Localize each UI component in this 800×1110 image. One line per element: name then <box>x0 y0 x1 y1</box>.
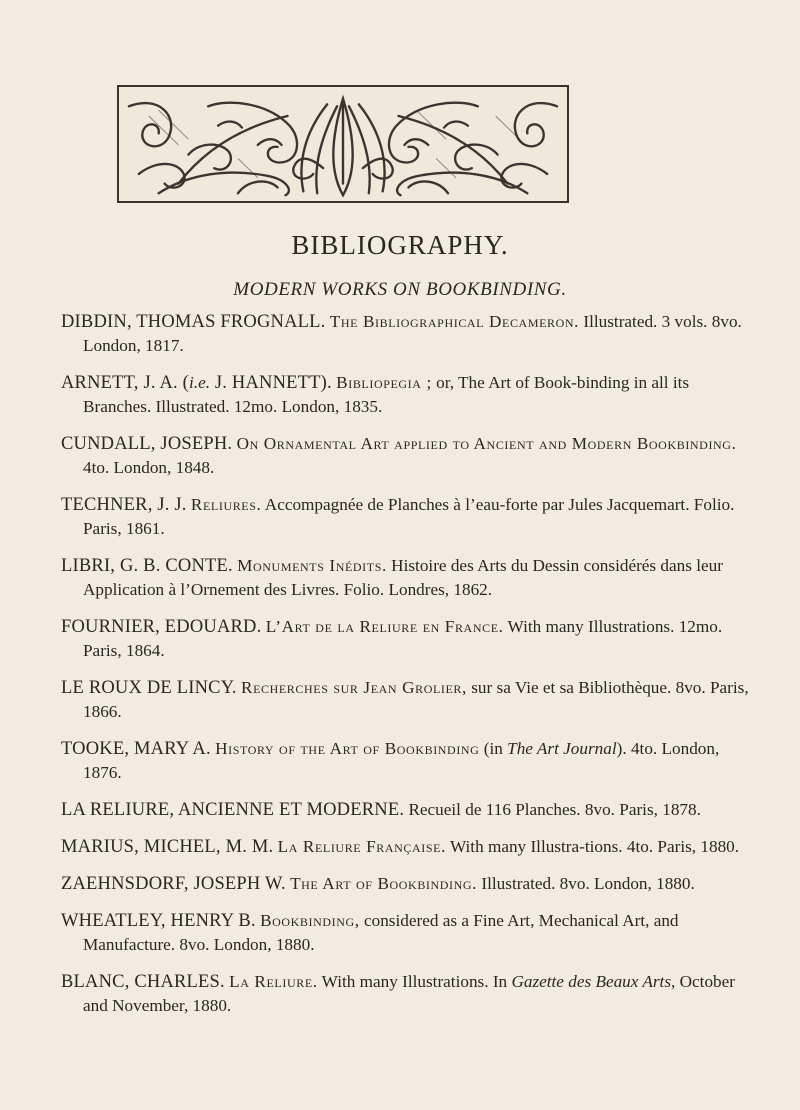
entry-journal: The Art Journal <box>507 739 617 758</box>
entry-author: LE ROUX DE LINCY. <box>61 678 237 698</box>
entry-details: With many Illustrations. 12mo. Paris, 1864. <box>83 617 723 660</box>
entry-journal: Gazette des Beaux Arts <box>511 972 672 991</box>
entry-author: MARIUS, MICHEL, M. M. <box>61 837 274 857</box>
bibliography-entry <box>61 310 751 358</box>
entry-title: L’Art de la Reliure en France. <box>265 617 504 636</box>
bibliography-entry <box>61 835 751 859</box>
entry-details-prefix: (in <box>483 739 508 758</box>
bibliography-entry <box>61 970 751 1018</box>
ornament-drawing <box>119 87 567 201</box>
entry-author: ARNETT, J. A. <box>61 373 178 393</box>
bibliography-entry <box>61 371 751 419</box>
entry-details: sur sa Vie et sa Bibliothèque. 8vo. Paris, 1866. <box>83 678 749 721</box>
entry-author: ZAEHNSDORF, JOSEPH W. <box>61 874 286 894</box>
entry-details-prefix: With many Illustrations. In <box>321 972 512 991</box>
entry-title: Bibliopegia ; <box>336 373 432 392</box>
bibliography-entry <box>61 676 751 724</box>
bibliography-entry <box>61 798 751 822</box>
entry-details: Histoire des Arts du Dessin considérés dans leur Application à l’Ornement des Livres. Folio. Londres, 1862. <box>83 556 723 599</box>
entry-author: WHEATLEY, HENRY B. <box>61 911 256 931</box>
bibliography-list <box>61 310 751 1031</box>
entry-title: Reliures. <box>190 495 262 514</box>
entry-title: The Bibliographical Decameron. <box>329 312 580 331</box>
entry-author: TECHNER, J. J. <box>61 495 187 515</box>
entry-author: CUNDALL, JOSEPH. <box>61 434 233 454</box>
entry-author: BLANC, CHARLES. <box>61 972 225 992</box>
entry-title: The Art of Bookbinding. <box>290 874 478 893</box>
bibliography-entry <box>61 737 751 785</box>
entry-details: , October and November, 1880. <box>83 972 735 1015</box>
entry-title: On Ornamental Art applied to Ancient and Modern Bookbinding. <box>236 434 737 453</box>
entry-author: FOURNIER, EDOUARD. <box>61 617 262 637</box>
entry-author: LA RELIURE, ANCIENNE ET MODERNE. <box>61 800 405 820</box>
entry-details: Accompagnée de Planches à l’eau-forte par Jules Jacquemart. Folio. Paris, 1861. <box>83 495 735 538</box>
entry-title: Monuments Inédits. <box>237 556 387 575</box>
entry-title: La Reliure Française. <box>277 837 446 856</box>
bibliography-entry <box>61 432 751 480</box>
entry-author: DIBDIN, THOMAS FROGNALL. <box>61 312 326 332</box>
bibliography-entry <box>61 554 751 602</box>
entry-details: With many Illustra-tions. 4to. Paris, 1880. <box>449 837 740 856</box>
bibliography-entry <box>61 909 751 957</box>
entry-details: considered as a Fine Art, Mechanical Art, and Manufacture. 8vo. London, 1880. <box>83 911 679 954</box>
entry-details: or, The Art of Book-binding in all its Branches. Illustrated. 12mo. London, 1835. <box>83 373 690 416</box>
entry-author: TOOKE, MARY A. <box>61 739 211 759</box>
entry-author-note-italic: i.e. <box>189 373 211 392</box>
entry-title: Recherches sur Jean Grolier, <box>241 678 467 697</box>
bibliography-entry <box>61 872 751 896</box>
bibliography-entry <box>61 615 751 663</box>
floral-headpiece-icon <box>117 85 569 203</box>
entry-details: Recueil de 116 Planches. 8vo. Paris, 1878. <box>408 800 701 819</box>
entry-details: Illustrated. 8vo. London, 1880. <box>481 874 695 893</box>
page-title: BIBLIOGRAPHY. <box>291 230 509 260</box>
entry-details: ). 4to. London, 1876. <box>83 739 720 782</box>
entry-title: Bookbinding, <box>260 911 360 930</box>
bibliography-entry <box>61 493 751 541</box>
entry-details: Illustrated. 3 vols. 8vo. London, 1817. <box>83 312 742 355</box>
entry-title: History of the Art of Bookbinding <box>215 739 480 758</box>
section-subtitle: MODERN WORKS ON BOOKBINDING. <box>233 279 567 300</box>
entry-title: La Reliure. <box>229 972 318 991</box>
entry-author-paren: ( <box>177 373 190 393</box>
entry-author-note: J. HANNETT). <box>210 373 332 393</box>
entry-author: LIBRI, G. B. CONTE. <box>61 556 233 576</box>
entry-details: 4to. London, 1848. <box>83 458 215 477</box>
